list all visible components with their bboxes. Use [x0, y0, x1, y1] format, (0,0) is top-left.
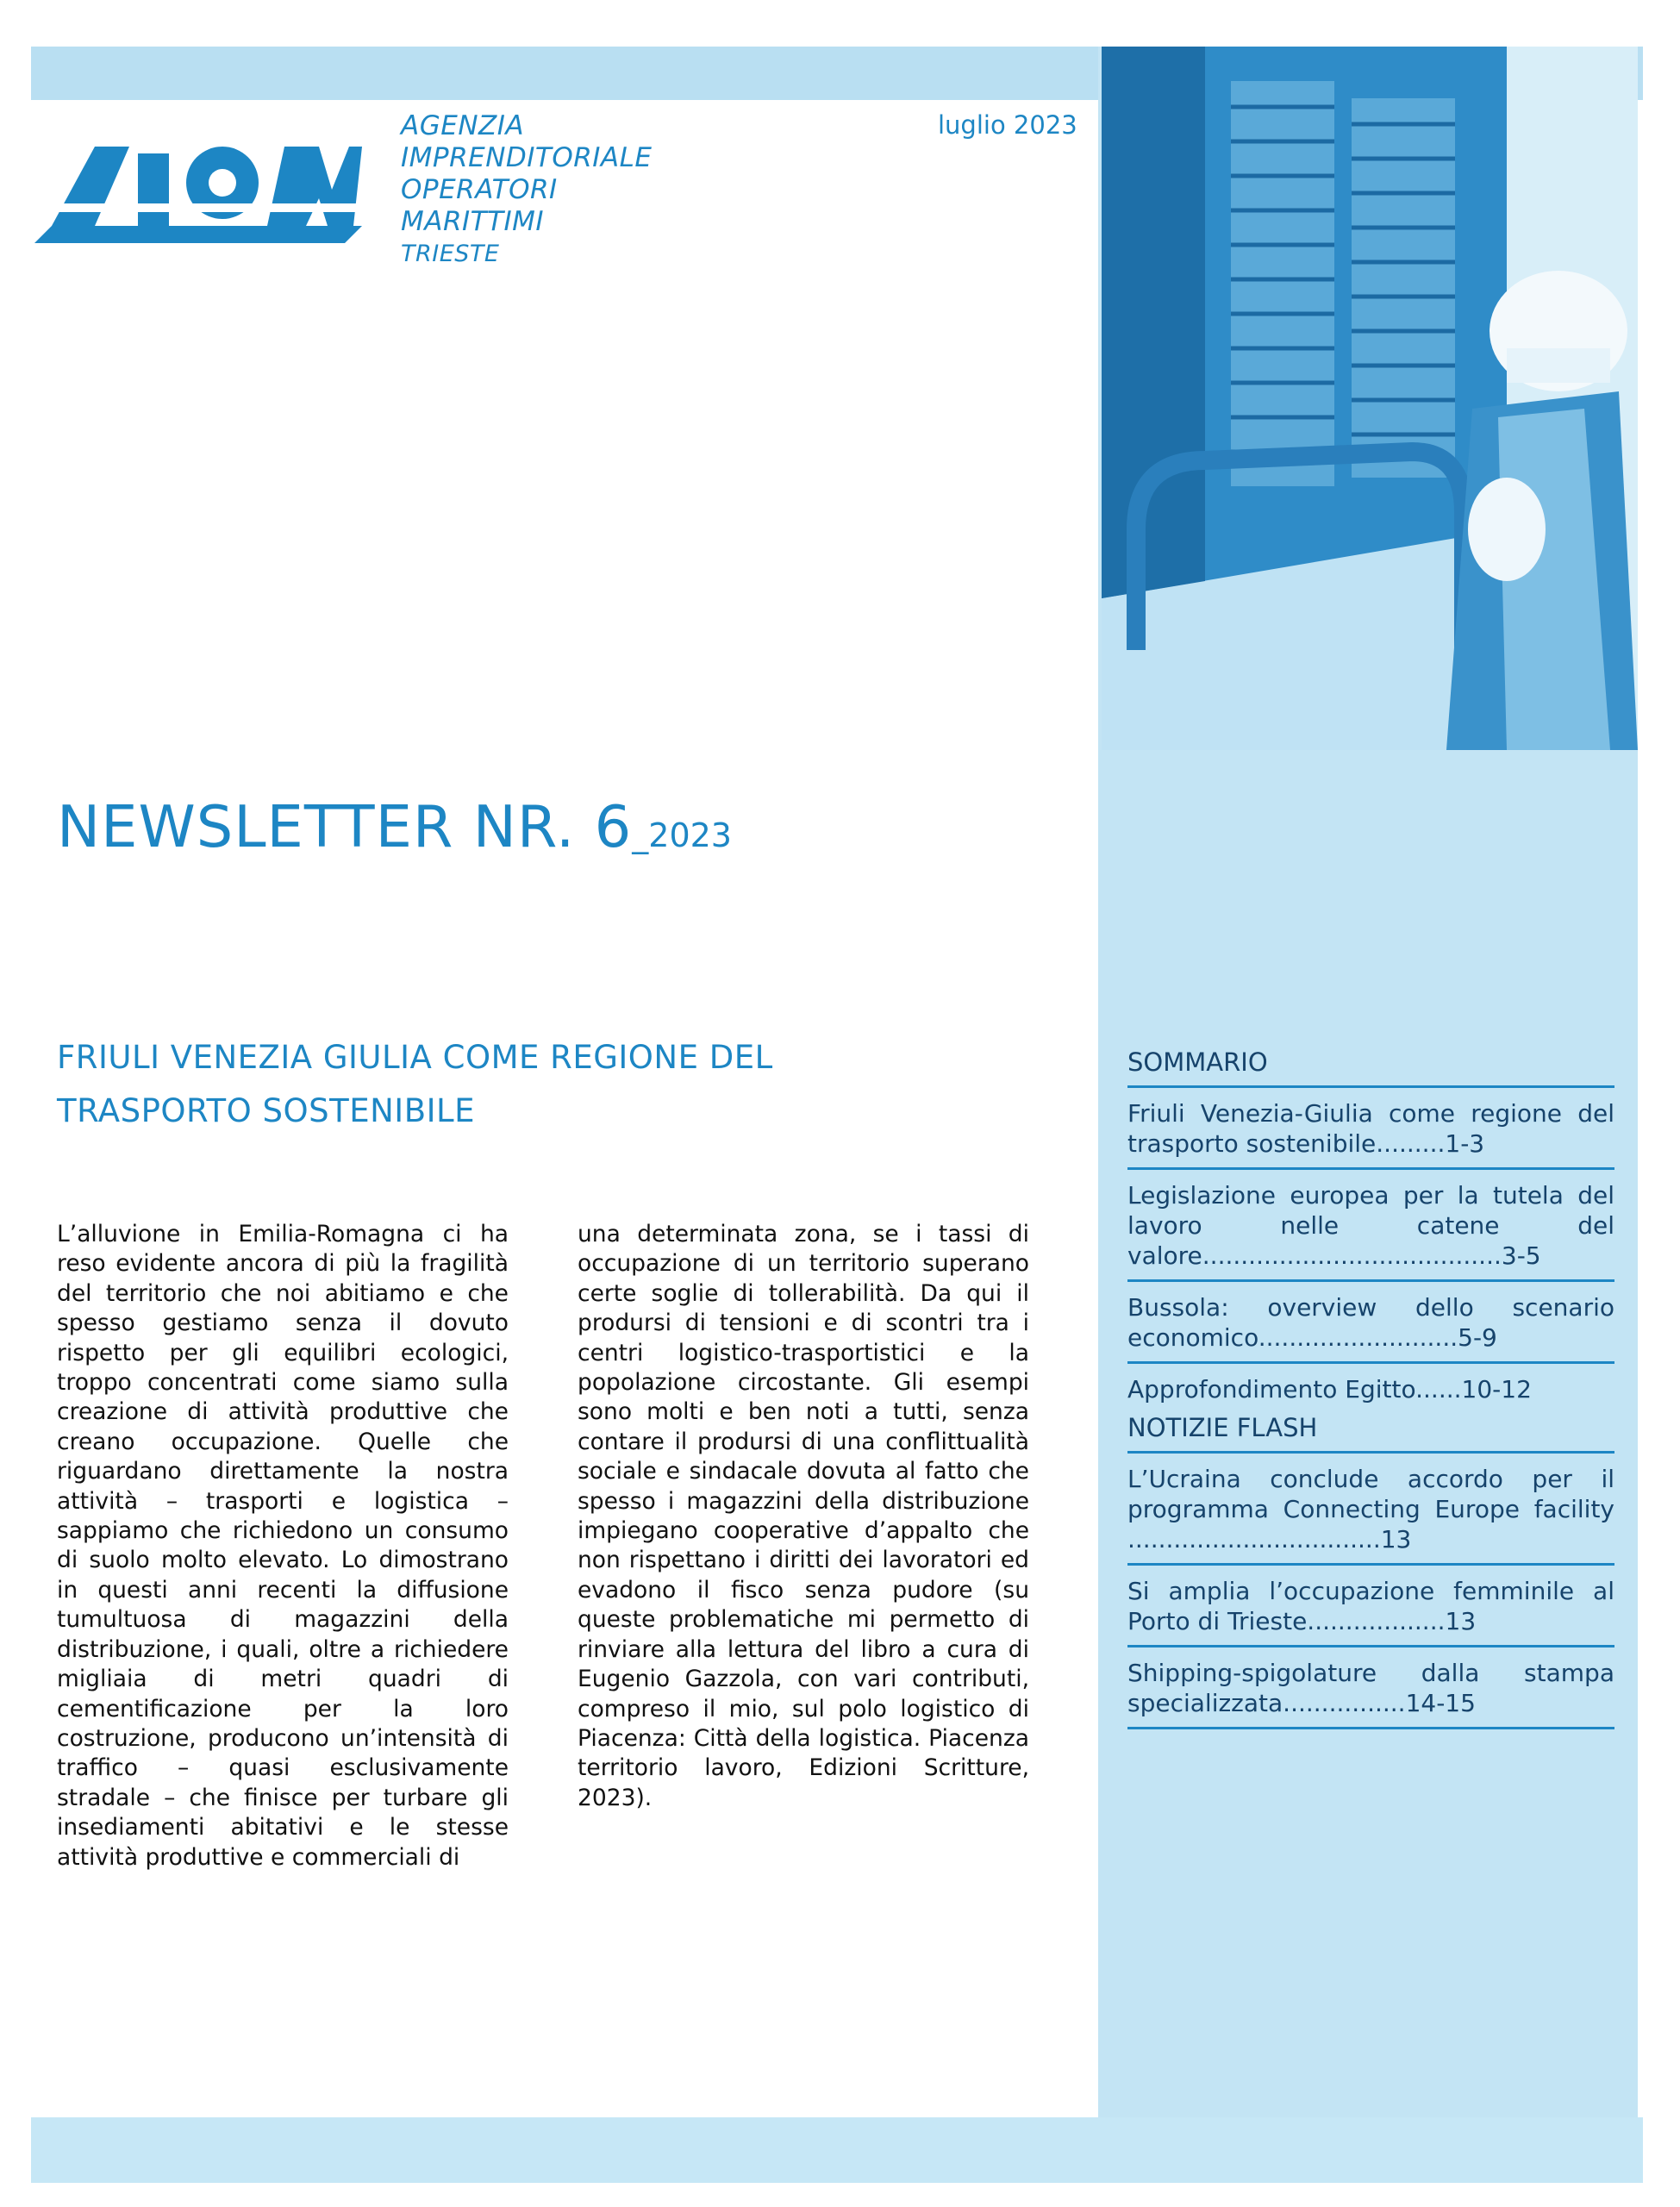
newsletter-title — [57, 793, 732, 860]
flash-item-pages: 13 — [1380, 1525, 1412, 1554]
flash-item[interactable] — [1127, 1566, 1614, 1647]
article-title — [57, 1031, 1048, 1138]
article-title-line-1: FRIULI VENEZIA GIULIA COME REGIONE DEL — [57, 1039, 773, 1076]
flash-item-text: Shipping-spigolature dalla stampa specializzata — [1127, 1659, 1614, 1717]
summary-item-text: Friuli Venezia-Giulia come regione del trasporto sostenibile — [1127, 1099, 1614, 1158]
agency-name — [401, 110, 653, 270]
summary-item-pages: 10-12 — [1461, 1375, 1532, 1404]
flash-item-pages: 13 — [1445, 1607, 1477, 1635]
cover-photo — [1102, 47, 1638, 750]
summary-heading: SOMMARIO — [1127, 1047, 1614, 1088]
summary-item[interactable] — [1127, 1088, 1614, 1170]
flash-heading: NOTIZIE FLASH — [1127, 1413, 1614, 1454]
article-column-right: una determinata zona, se i tassi di occupazione di un territorio superano certe soglie di tollerabilità. Da qui il prodursi di tensioni e di scontri tra i centri logistico-trasportistici e la popolazione circostante. Gli esempi sono molti e ben noti a tutti, senza contare il prodursi di una conflittualità sociale e sindacale dovuta al fatto che spesso i magazzini della distribuzione impiegano cooperative d’appalto che non rispettano i diritti dei lavoratori ed evadono il fisco senza pudore (su queste problematiche mi permetto di rinviare alla lettura del libro a cura di Eugenio Gazzola, con vari contributi, compreso il mio, sul polo logistico di Piacenza: Città della logistica. Piacenza territorio lavoro, Edizioni Scritture, 2023). — [578, 1221, 1029, 1811]
summary-item-pages: 1-3 — [1445, 1129, 1485, 1158]
flash-item-dots: ................ — [1283, 1689, 1406, 1717]
agency-city: TRIESTE — [401, 241, 500, 267]
aiom-logo — [34, 129, 362, 259]
issue-date: luglio 2023 — [938, 110, 1077, 140]
summary-item-dots: .......................... — [1258, 1323, 1458, 1352]
flash-item-text: L’Ucraina conclude accordo per il programma Connecting Europe facility — [1127, 1465, 1614, 1523]
flash-item-dots: .................. — [1307, 1607, 1446, 1635]
newsletter-number: NEWSLETTER NR. 6 — [57, 793, 633, 860]
summary-item-text: Bussola: overview dello scenario economico — [1127, 1293, 1614, 1352]
summary-item[interactable] — [1127, 1170, 1614, 1282]
article-column-left: L’alluvione in Emilia-Romagna ci ha reso evidente ancora di più la fragilità del territorio che noi abitiamo e che spesso gestiamo senza il dovuto rispetto per gli equilibri ecologici, troppo concentrati come siamo sulla creazione di attività produttive che creano occupazione. Quelle che riguardano direttamente la nostra attività – trasporti e logistica – sappiamo che richiedono un consumo di suolo molto elevato. Lo dimostrano in questi anni recenti la diffusione tumultuosa di magazzini della distribuzione, i quali, oltre a richiedere migliaia di metri quadri di cementificazione per la loro costruzione, producono un’intensità di traffico – quasi esclusivamente stradale – che finisce per turbare gli insediamenti abitativi e le stesse attività produttive e commerciali di — [57, 1221, 509, 1871]
flash-item[interactable] — [1127, 1454, 1614, 1566]
article-title-line-2: TRASPORTO SOSTENIBILE — [57, 1092, 475, 1129]
agency-line-2: IMPRENDITORIALE — [401, 142, 653, 173]
flash-item[interactable] — [1127, 1647, 1614, 1729]
bottom-color-band — [31, 2117, 1643, 2183]
summary-item-dots: ....................................... — [1202, 1241, 1502, 1270]
flash-item-text: Si amplia l’occupazione femminile al Porto di Trieste — [1127, 1577, 1614, 1635]
summary-item-pages: 3-5 — [1501, 1241, 1541, 1270]
newsletter-year: _2023 — [632, 816, 732, 854]
agency-line-4: MARITTIMI — [401, 206, 545, 237]
summary-item[interactable] — [1127, 1364, 1614, 1413]
summary-item-dots: ......... — [1376, 1129, 1446, 1158]
summary-item[interactable] — [1127, 1282, 1614, 1364]
agency-line-3: OPERATORI — [401, 174, 558, 205]
flash-item-pages: 14-15 — [1405, 1689, 1476, 1717]
flash-item-dots: ................................. — [1127, 1525, 1381, 1554]
agency-line-1: AGENZIA — [401, 110, 525, 141]
summary-item-text: Approfondimento Egitto — [1127, 1375, 1416, 1404]
summary-item-text: Legislazione europea per la tutela del lavoro nelle catene del valore — [1127, 1181, 1614, 1270]
summary-box — [1127, 1047, 1614, 1729]
summary-item-dots: ...... — [1415, 1375, 1462, 1404]
summary-item-pages: 5-9 — [1458, 1323, 1497, 1352]
